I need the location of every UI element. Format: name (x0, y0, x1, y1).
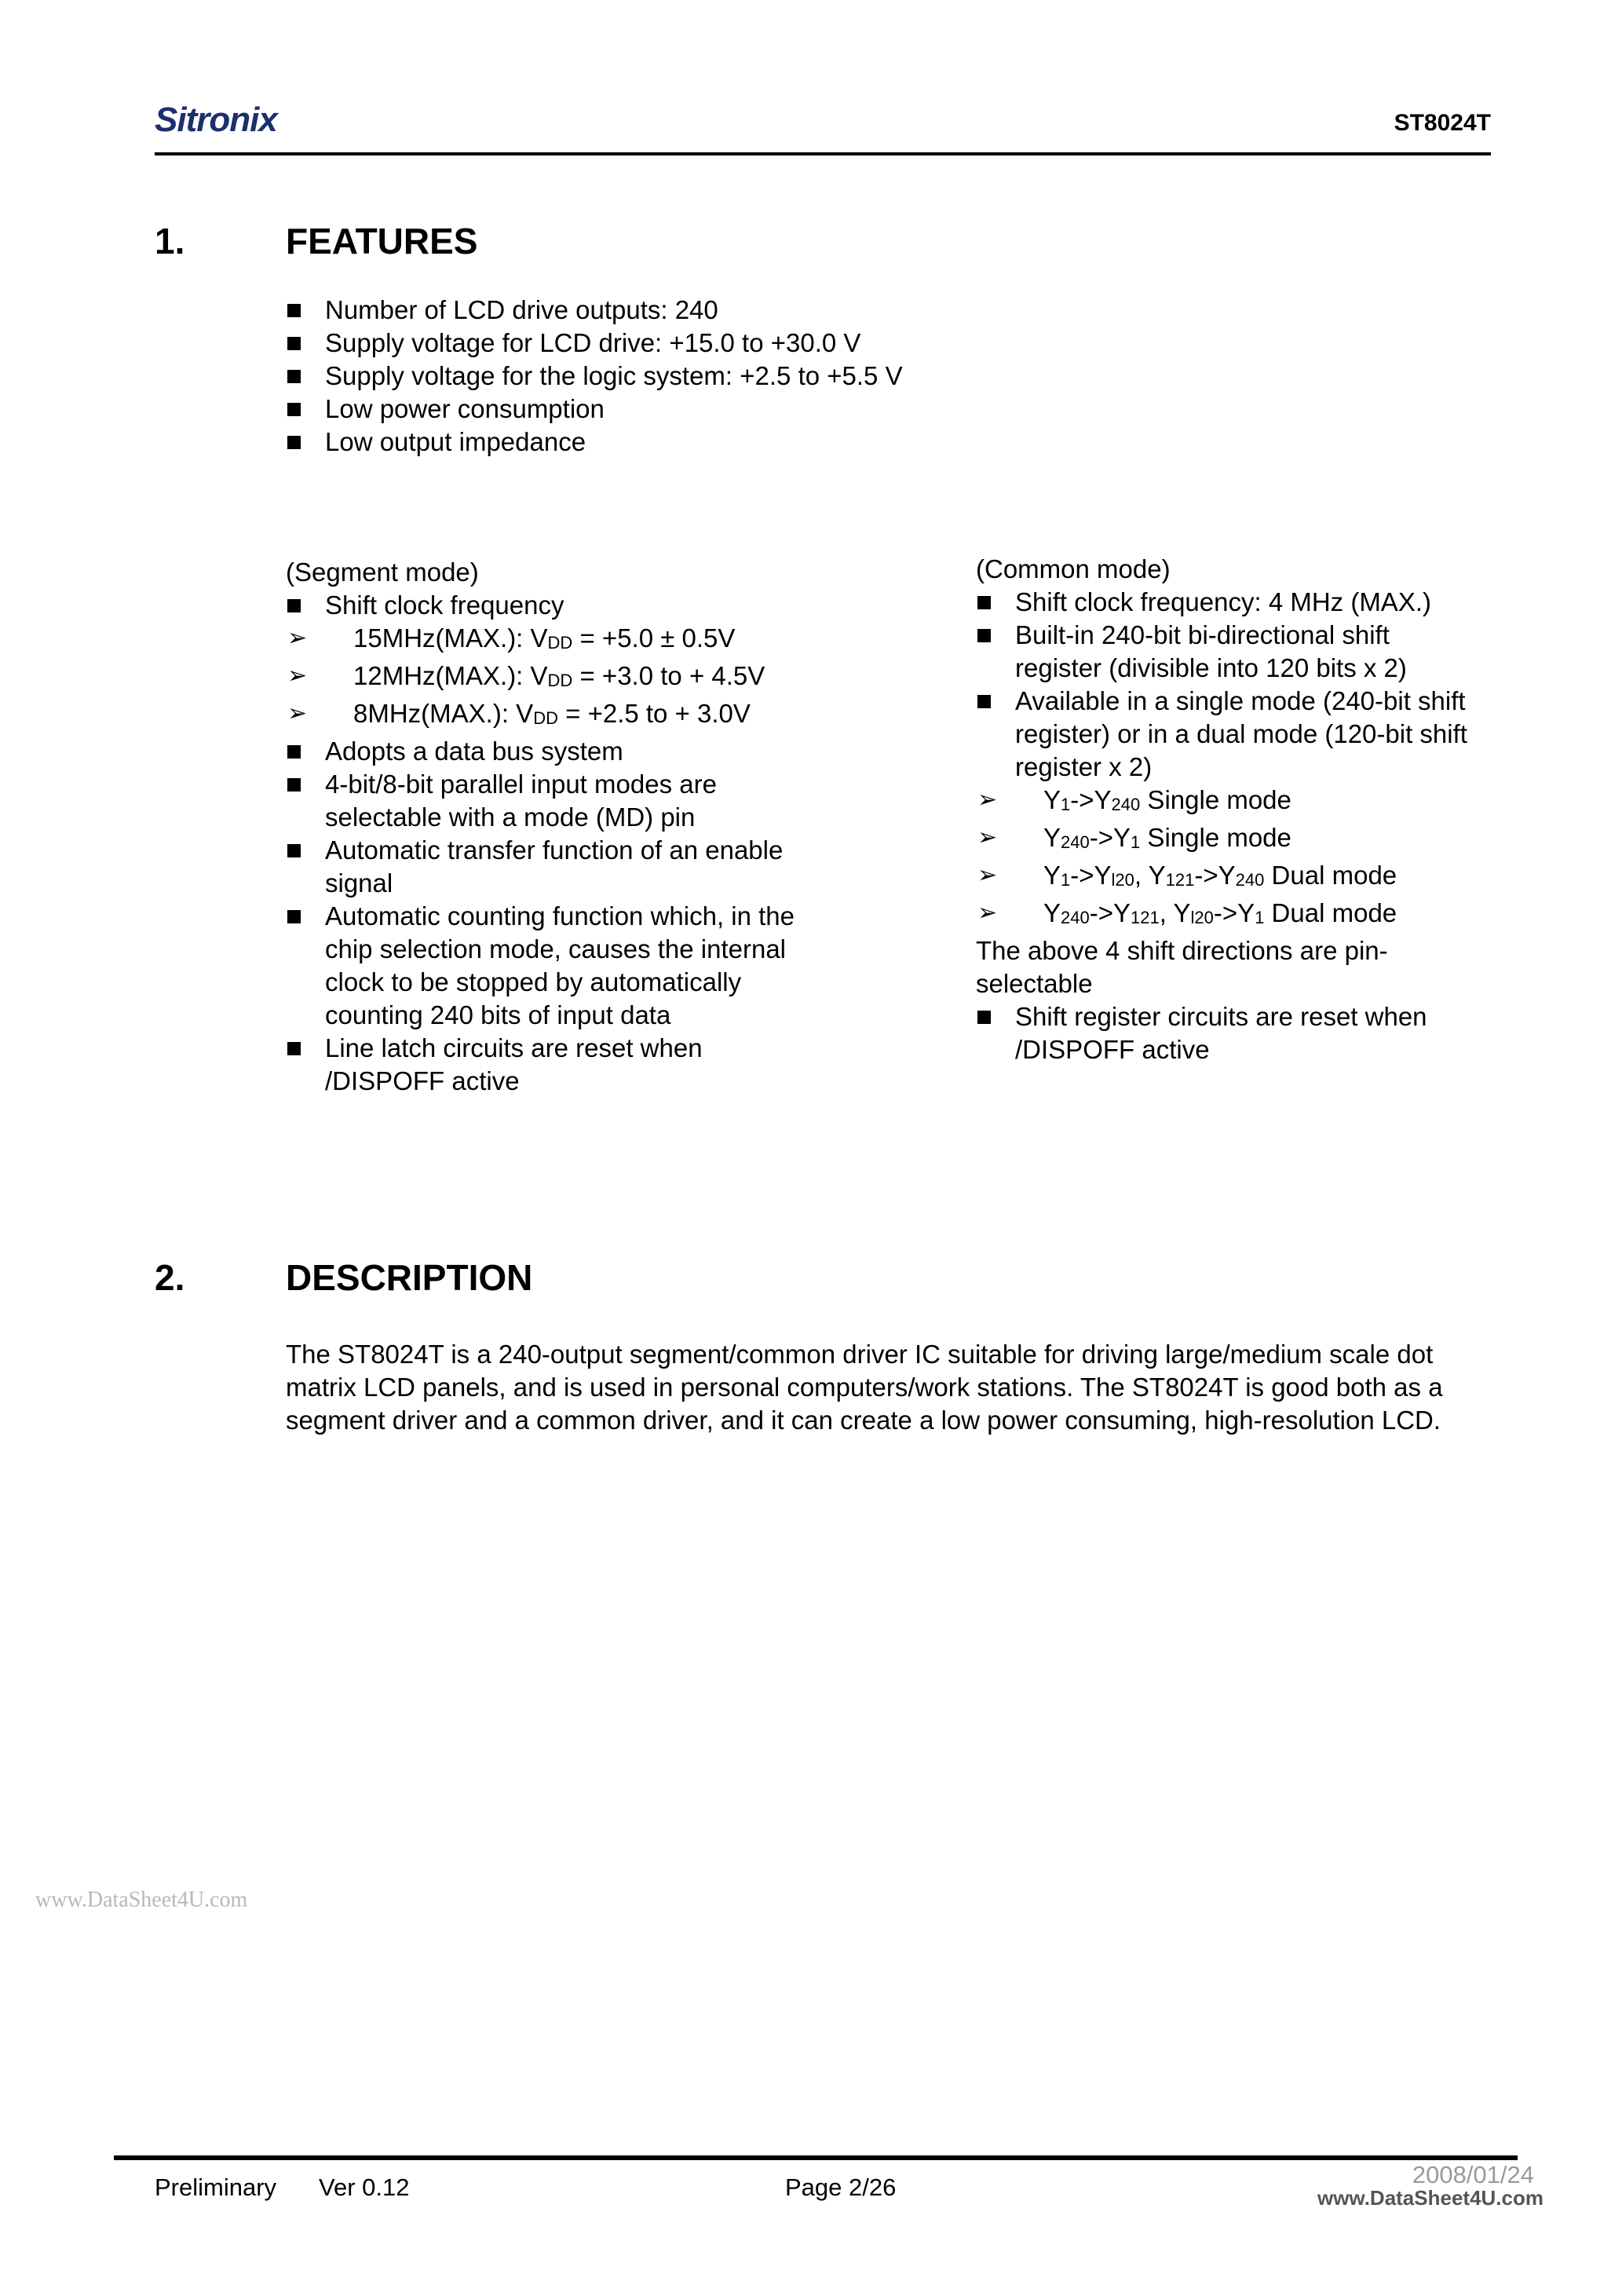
list-item: ➢ $Y_{240}->Y_1$ Single mode (976, 821, 1478, 859)
segment-mode-heading: (Segment mode) (286, 558, 479, 587)
document-id: ST8024T (1394, 110, 1491, 136)
list-item: Available in a single mode (240-bit shift register) or in a dual mode (120-bit shift register x 2) (976, 685, 1478, 784)
arrow-bullet-icon: ➢ (287, 625, 308, 651)
list-item: Built-in 240-bit bi-directional shift register (divisible into 120 bits x 2) (976, 619, 1478, 685)
section-heading-description (155, 1256, 783, 1300)
footer-version: Ver 0.12 (319, 2174, 410, 2201)
list-item: Supply voltage for LCD drive: +15.0 to +30.0 V (286, 327, 1228, 360)
shift-directions-note: The above 4 shift directions are pin-selectable (976, 936, 1388, 998)
list-item: 4-bit/8-bit parallel input modes are selectable with a mode (MD) pin (286, 768, 804, 834)
description-paragraph: The ST8024T is a 240-output segment/common driver IC suitable for driving large/medium scale dot matrix LCD panels, and is used in personal computers/work stations. The ST8024T is good both as a segment driver and a common driver, and it can create a low power consuming, high-resolution LCD. (286, 1340, 1443, 1435)
list-item: Line latch circuits are reset when /DISPOFF active (286, 1032, 804, 1098)
list-item: ➢ 15MHz(MAX.): $V_{DD} = +5.0 \pm 0.5V$ (286, 622, 804, 660)
watermark: www.DataSheet4U.com (35, 1888, 248, 1912)
list-item: Automatic counting function which, in the chip selection mode, causes the internal clock to be stopped by automatically counting 240 bits of input data (286, 900, 804, 1032)
arrow-bullet-icon: ➢ (977, 787, 998, 813)
footer-page: Page 2/26 (785, 2174, 897, 2201)
section-heading-features (155, 220, 783, 264)
general-features-list (286, 294, 1228, 459)
common-mode-heading: (Common mode) (976, 554, 1171, 583)
arrow-bullet-icon: ➢ (287, 700, 308, 726)
arrow-bullet-icon: ➢ (287, 663, 308, 689)
footer-date: 2008/01/24 (1412, 2161, 1534, 2188)
list-item: Supply voltage for the logic system: +2.5 to +5.5 V (286, 360, 1228, 393)
list-item: Shift register circuits are reset when /DISPOFF active (976, 1000, 1478, 1066)
list-item: ➢ $Y_{240}->Y_{121}$, $Y_{l20}->Y_1$ Dual mode (976, 897, 1478, 934)
header-rule (155, 152, 1491, 155)
list-item: Automatic transfer function of an enable signal (286, 834, 804, 900)
section-number: 1. (155, 221, 185, 261)
footer-rule (114, 2155, 1518, 2160)
footer-watermark: www.DataSheet4U.com (1317, 2186, 1543, 2210)
arrow-bullet-icon: ➢ (977, 824, 998, 850)
arrow-bullet-icon: ➢ (977, 900, 998, 926)
list-item: Number of LCD drive outputs: 240 (286, 294, 1228, 327)
company-logo: Sitronix (155, 101, 277, 139)
list-item: Low output impedance (286, 426, 1228, 459)
arrow-bullet-icon: ➢ (977, 862, 998, 888)
list-item: ➢ $Y_1->Y_{l20}$, $Y_{121}->Y_{240}$ Dual mode (976, 859, 1478, 897)
section-title: DESCRIPTION (286, 1257, 533, 1298)
common-mode-list (976, 586, 1478, 1066)
list-item: Low power consumption (286, 393, 1228, 426)
segment-mode-list (286, 589, 804, 1098)
list-item: ➢ 8MHz(MAX.): $V_{DD} = +2.5$ to + 3.0V (286, 697, 804, 735)
list-item: ➢ 12MHz(MAX.): $V_{DD} = +3.0$ to + 4.5V (286, 660, 804, 697)
section-title: FEATURES (286, 221, 478, 261)
list-item: Shift clock frequency (286, 589, 804, 622)
list-item: Shift clock frequency: 4 MHz (MAX.) (976, 586, 1478, 619)
list-item: Adopts a data bus system (286, 735, 804, 768)
section-number: 2. (155, 1257, 185, 1298)
footer-status: Preliminary (155, 2174, 277, 2201)
list-item: ➢ $Y_1->Y_{240}$ Single mode (976, 784, 1478, 821)
